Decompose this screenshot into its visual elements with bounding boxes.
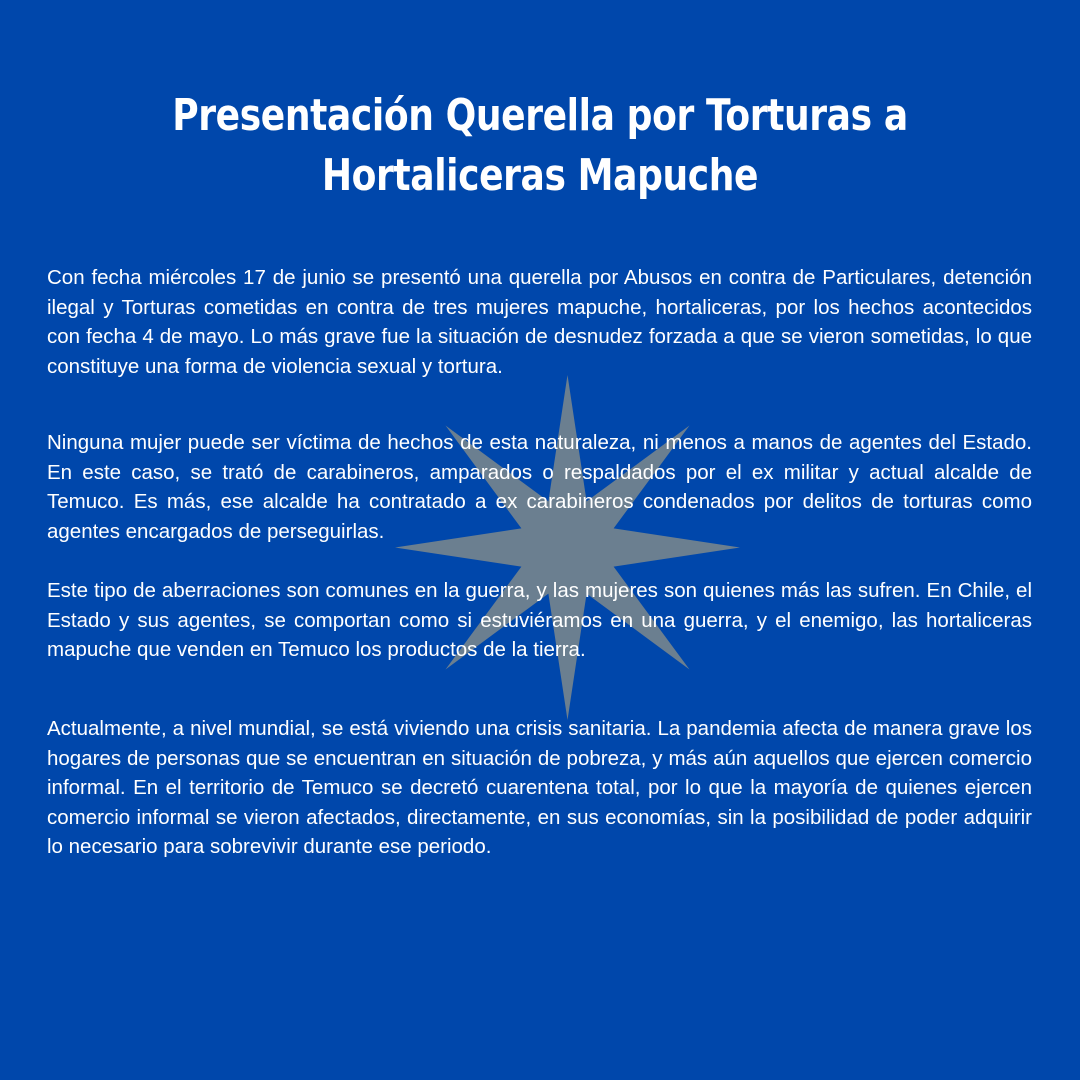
title-line-2: Hortaliceras Mapuche bbox=[321, 150, 759, 201]
title-line-1: Presentación Querella por Torturas a bbox=[172, 90, 908, 141]
paragraph-1: Con fecha miércoles 17 de junio se presentó una querella por Abusos en contra de Particulares, detención ilegal y Torturas cometidas en contra de tres mujeres mapuche, hortaliceras, por los hechos acontecidos con fecha 4 de mayo. Lo más grave fue la situación de desnudez forzada a que se vieron sometidas, lo que constituye una forma de violencia sexual y tortura. bbox=[47, 266, 1032, 378]
paragraph-2: Ninguna mujer puede ser víctima de hechos de esta naturaleza, ni menos a manos de agentes del Estado. En este caso, se trató de carabineros, amparados o respaldados por el ex militar y actual alcalde de Temuco. Es más, ese alcalde ha contratado a ex carabineros condenados por delitos de torturas como agentes encargados de perseguirlas. bbox=[47, 431, 1032, 543]
page-title bbox=[97, 86, 983, 206]
paragraph-3: Este tipo de aberraciones son comunes en la guerra, y las mujeres son quienes más las sufren. En Chile, el Estado y sus agentes, se comportan como si estuviéramos en una guerra, y el enemigo, las hortaliceras mapuche que venden en Temuco los productos de la tierra. bbox=[47, 579, 1032, 661]
paragraph-4: Actualmente, a nivel mundial, se está viviendo una crisis sanitaria. La pandemia afecta de manera grave los hogares de personas que se encuentran en situación de pobreza, y más aún aquellos que ejercen comercio informal. En el territorio de Temuco se decretó cuarentena total, por lo que la mayoría de quienes ejercen comercio informal se vieron afectados, directamente, en sus economías, sin la posibilidad de poder adquirir lo necesario para sobrevivir durante ese periodo. bbox=[47, 717, 1032, 858]
eight-pointed-star-icon bbox=[395, 375, 740, 720]
star-shape bbox=[395, 375, 740, 720]
